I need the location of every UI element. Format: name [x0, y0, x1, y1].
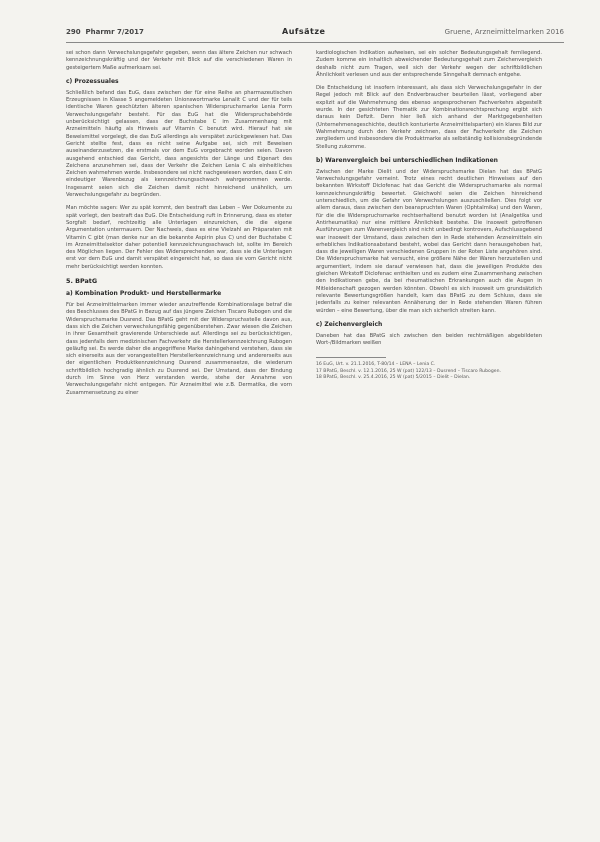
left-column: [66, 50, 292, 403]
running-title: Gruene, Arzneimittelmarken 2016: [444, 28, 564, 36]
journal-name: Pharmr 7/2017: [85, 28, 144, 36]
subsection-heading: c) Prozessuales: [66, 77, 119, 85]
subsection-heading: b) Warenvergleich bei unterschiedlichen Indikationen: [316, 156, 498, 164]
section-heading: 5. BPatG: [66, 277, 98, 286]
footnote-rule: [316, 357, 386, 358]
footnote: 18 BPatG, Beschl. v. 25.4.2016, 25 W (pat) 5/2015 – Dielit – Dielan.: [316, 374, 471, 380]
paragraph: kardiologischen Indikation aufweisen, sei ein solcher Bedeutungsgehalt fernliegend. Zudem komme ein inhaltlich abweichender Bedeutungsgehalt zum Zeichenvergleich deshalb nicht zum Tragen, weil sich der Verkehr wegen der schriftbildlichen Ähnlichkeit verlesen und aus der entsprechende Sinngehalt demnach entgehe.: [316, 50, 542, 78]
paragraph: sei schon dann Verwechslungsgefahr gegeben, wenn das ältere Zeichen nur schwach kennzeichnungskräftig und der Verkehr mit Blick auf die verschiedenen Waren in gesteigertem Maße aufmerksam sei.: [66, 50, 292, 71]
page-number: 290: [66, 28, 81, 36]
paragraph: Daneben hat das BPatG sich zwischen den beiden rechtmäßigen abgebildeten Wort-/Bildmarken weißen: [316, 332, 542, 347]
subsection-heading: c) Zeichenvergleich: [316, 320, 383, 328]
footnote: 17 BPatG, Beschl. v. 12.1.2016, 25 W (pat) 122/13 – Dusrend – Tiscaro Rubogen.: [316, 368, 501, 374]
paragraph: Man möchte sagen: Wer zu spät kommt, den bestraft das Leben – Wer Dokumente zu spät vorlegt, den bestraft das EuG. Die Entscheidung ruft in Erinnerung, dass es steter Sorgfalt bedarf, rechtzeitig alle Unterlagen einzureichen, die die eigene Argumentation untermauern. Der Nachweis, dass es eine Vielzahl an Präparaten mit Vitamin C gibt (man denke nur an die bekannte Aspirin plus C) und der Buchstabe C im Arzneimittelsektor daher potentiell kennzeichnungsschwach ist, sollte im Bereich des Möglichen liegen. Der Fehler des Widersprechenden war, dass sie die Unterlagen erst vor dem EuG und damit verspätet eingereicht hat, so dass sie vom Gericht nicht mehr berücksichtigt werden konnten.: [66, 205, 292, 270]
page-header: [66, 28, 564, 42]
footnote: 16 EuG, Urt. v. 21.1.2016, T-80/14 – LENA – Lenia C.: [316, 362, 436, 368]
right-column: [316, 50, 542, 381]
subsection-heading: a) Kombination Produkt- und Herstellermarke: [66, 290, 222, 298]
paragraph: Zwischen der Marke Dielit und der Widerspruchsmarke Dielan hat das BPatG Verwechslungsgefahr verneint. Trotz eines recht deutlichen Hinweises auf den bekannten Wirkstoff Diclofenac hat das Gericht die Widerspruchsmarke als normal kennzeichnungskräftig bewertet. Gleichwohl seien die Zeichen hinreichend unterschiedlich, um die Gefahr von Verwechslungen auszuschließen. Dies folgt vor allem daraus, dass zwischen den beanspruchten Waren (Ophtalmika) und den Waren, für die die Widerspruchsmarke rechtserhaltend benutzt worden ist (Analgetika und Antirheumatika) nur eine mittlere Ähnlichkeit bestehe. Die insoweit getroffenen Ausführungen zum Warenvergleich sind nicht unbedingt kontrovers, Aufschlussgebend war insoweit der Umstand, dass zwischen den in Rede stehenden Arzneimitteln ein erhebliches Indikationsabstand besteht, wobei das Gericht dann herausgehoben hat, dass die jeweiligen Waren verschiedenen Gruppen in der Roten Liste angehören sind. Die Widerspruchsmarke hat versucht, eine größere Nähe der Waren herzustellen und argumentiert, indem sie darauf verwiesen hat, dass die jeweiligen Produkte des gleichen Wirkstoff Diclofenac enthielten und es zudem eine Zusammenhang zwischen den Indikationen gebe, da bei rheumatischen Erkrankungen auch die Augen in Mitleidenschaft gezogen werden könnten. Obwohl es sich insoweit um grundsätzlich relevante Bewertungsgrößen handelt, kam das BPatG zu dem Schluss, dass sie jedenfalls zu keiner relevanten Annäherung der in Rede stehenden Waren führen würden – eine Bewertung, über die man sich sicherlich streiten kann.: [316, 168, 542, 314]
paragraph: Für bei Arzneimittelmarken immer wieder anzutreffende Kombinationslage betraf die des Beschlusses des BPatG in Bezug auf das jüngere Zeichen Tiscaro Rubogen und die Widerspruchsmarke Dusrend. Das BPatG geht mit der Widerspruchsstelle davon aus, dass sich die Zeichen verwechslungsfähig gegenüberstehen. Zwar wiesen die Zeichen in ihrer Gesamtheit gravierende Unterschiede auf. Allerdings sei zu berücksichtigen, dass jedenfalls dem medizinischen Fachverkehr die Herstellerkennzeichnung Rubogen geläufig sei. Es werde daher die angegriffene Marke dahingehend verstehen, dass sie sich einerseits aus der vorangestellten Herstellerkennzeichnung und andererseits aus der eigentlichen Produktkennzeichnung Dusrend zusammensetze, die wiederum schriftbildlich hochgradig ähnlich zu Dusrend sei. Der Umstand, dass der Bindung durch im Sinne von Herz verstanden werde, stehe der Annahme von Verwechslungsgefahr nicht entgegen. Für Arzneimittel wie z.B. Dermatika, die vorn Zusammensetzung zu einer: [66, 302, 292, 396]
paragraph: Die Entscheidung ist insofern interessant, als dass sich Verwechslungsgefahr in der Regel jedoch mit Blick auf den Endverbraucher beurteilen lässt, vorliegend aber explizit auf die Wahrnehmung des ebenso angesprochenen Fachverkehrs abgestellt wurde. In der gesichteten Thematik zur Kombinationsrechtsprechung ergibt sich daraus kein Defizit. Denn hier ließ sich anhand der Marktgegebenheiten (Unternehmensgeschichte, deutlich konturierte Arzneimittelsparten) ein klares Bild zur Wahrnehmung durch den Verkehr zeichnen, dass der Fachverkehr die Zeichen zergliedern und insbesondere die Produktmarke als selbständig kollisionsbegründende Stellung zukomme.: [316, 85, 542, 150]
section-title: Aufsätze: [282, 27, 326, 36]
header-rule: [66, 42, 564, 43]
page-number-journal: [66, 28, 144, 36]
paragraph: Schließlich befand das EuG, dass zwischen der für eine Reihe an pharmazeutischen Erzeugnissen in Klasse 5 angemeldeten Unionswortmarke Lenalit C und der für teils identische Waren geschützten älteren spanischen Widerspruchsmarke Lenia Form Verwechslungsgefahr besteht. Für das EuG hat die Widerspruchsbehörde unberücksichtigt gelassen, dass der Buchstabe C im Zusammenhang mit Arzneimitteln häufig als Hinweis auf Vitamin C benutzt wird. Hierauf hat sie Beweismittel vorgelegt, die das EuG allerdings als verspätet zurückgewiesen hat. Das Gericht stellte fest, dass es nicht seine Aufgabe sei, sich mit Beweisen auseinanderzusetzen, die erstmals vor dem EuG vorgebracht worden seien. Davon ausgehend entschied das Gericht, dass angesichts der Länge und Eigenart des Zeichens anzunehmen sei, dass der Verkehr die Zeichen Lenia C als einheitliches Zeichen wahrnehmen werde. Insbesondere sei nicht nachgewiesen worden, dass C ein eindeutiger Warenbezug als kennzeichnungsschwach wahrgenommen werde. Insgesamt seien sich die Zeichen damit nicht hinreichend unähnlich, um Verwechslungsgefahr zu begründen.: [66, 89, 292, 199]
